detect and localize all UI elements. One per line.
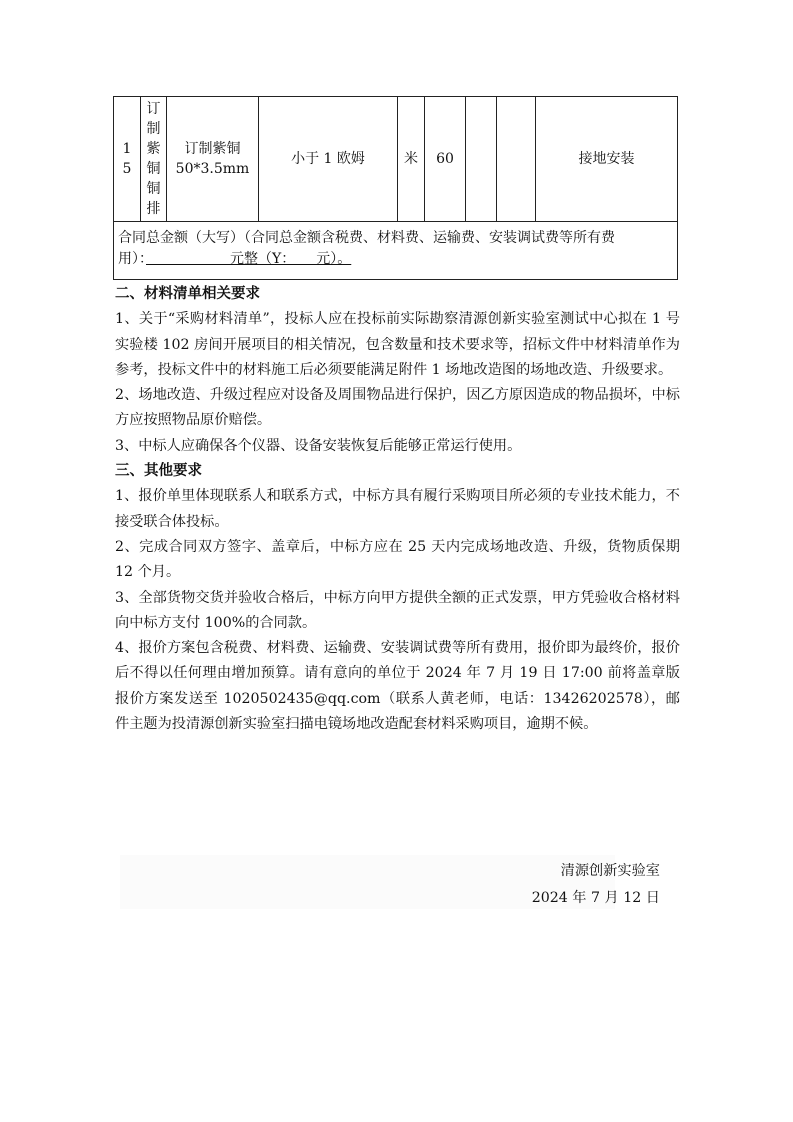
item-requirement: 小于 1 欧姆 [291, 151, 365, 167]
item-name: 订制紫铜铜排 [146, 101, 161, 217]
item-index: 15 [122, 141, 132, 177]
section-3-item: 1、报价单里体现联系人和联系方式，中标方具有履行采购项目所必须的专业技术能力，不接受联合体投标。 [115, 488, 680, 530]
cell-remark [536, 97, 678, 222]
cell-spec [167, 97, 259, 222]
section-2-item: 2、场地改造、升级过程应对设备及周围物品进行保护，因乙方原因造成的物品损坏，中标方应按照物品原价赔偿。 [115, 387, 680, 429]
total-amount-value: 元整（Y： 元）。 [230, 251, 352, 267]
cell-requirement [259, 97, 398, 222]
section-3-item: 4、报价方案包含税费、材料费、运输费、安装调试费等所有费用，报价即为最终价，报价后不得以任何理由增加预算。请有意向的单位于 2024 年 7 月 19 日 17:00 前将盖章版报价方案发送至 1020502435@qq.com（联系人黄老师，电话：13426202578），邮件主题为投清源创新实验室扫描电镜场地改造配套材料采购项目，逾期不候。 [115, 640, 680, 733]
section-3-item: 3、全部货物交货并验收合格后，中标方向甲方提供全额的正式发票，甲方凭验收合格材料向中标方支付 100%的合同款。 [115, 589, 680, 631]
signature-org: 清源创新实验室 [560, 863, 660, 879]
item-spec: 订制紫铜50*3.5mm [175, 141, 250, 177]
section-2-heading: 二、材料清单相关要求 [115, 286, 260, 302]
cell-total-price [497, 97, 536, 222]
total-row [114, 222, 678, 280]
total-amount-blank [146, 251, 230, 267]
cell-name [141, 97, 167, 222]
item-unit: 米 [404, 151, 418, 167]
section-2-item: 3、中标人应确保各个仪器、设备安装恢复后能够正常运行使用。 [115, 437, 522, 454]
materials-table [113, 96, 678, 280]
cell-index [114, 97, 141, 222]
cell-unit [398, 97, 425, 222]
item-remark: 接地安装 [578, 151, 635, 167]
table-row [114, 97, 678, 222]
item-quantity: 60 [436, 151, 454, 167]
cell-total [114, 222, 678, 280]
section-2-item: 1、关于“采购材料清单”，投标人应在投标前实际勘察清源创新实验室测试中心拟在 1 号实验楼 102 房间开展项目的相关情况，包含数量和技术要求等，招标文件中材料清单作为参考，投标文件中的材料施工后必须要能满足附件 1 场地改造图的场地改造、升级要求。 [115, 311, 680, 378]
requirements-content [115, 282, 680, 737]
total-amount-label: 合同总金额（大写）（合同总金额含税费、材料费、运输费、安装调试费等所有费用）： [118, 230, 615, 267]
section-3-heading: 三、其他要求 [115, 463, 202, 480]
cell-unit-price [466, 97, 497, 222]
section-3-item: 2、完成合同双方签字、盖章后，中标方应在 25 天内完成场地改造、升级，货物质保期 12 个月。 [115, 538, 680, 581]
cell-quantity [425, 97, 466, 222]
signature-date: 2024 年 7 月 12 日 [531, 890, 660, 906]
